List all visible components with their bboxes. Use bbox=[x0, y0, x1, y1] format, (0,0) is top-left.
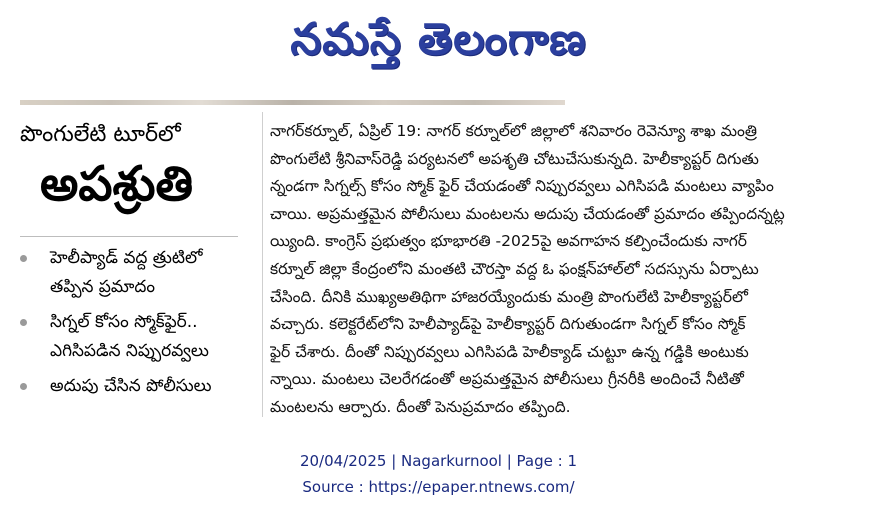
body-line: ఫైర్ చేశారు. దీంతో నిప్పురవ్వలు ఎగిసిపడి హెలీక్యాడ్ చుట్టూ ఉన్న గడ్డికి అంటుకు bbox=[270, 342, 749, 361]
headline-column bbox=[0, 112, 255, 432]
bullet-text: తప్పిన ప్రమాదం bbox=[50, 277, 155, 297]
body-line: వచ్చారు. కలెక్టరేట్‌లోని హెలీప్యాడ్‌పై హెలీక్యాప్టర్ దిగుతుండగా సిగ్నల్ కోసం స్మోక్ bbox=[270, 315, 746, 334]
bullet-dot-icon bbox=[20, 255, 27, 262]
bullet-text: హెలీప్యాడ్ వద్ద త్రుటిలో bbox=[50, 248, 203, 268]
masthead bbox=[0, 0, 877, 80]
bullet-text: సిగ్నల్ కోసం స్మోక్‌ఫైర్.. bbox=[50, 312, 198, 332]
article-headline: అపశ్రుతి bbox=[40, 156, 194, 212]
body-line: పొంగులేటి శ్రీనివాస్‌రెడ్డి పర్యటనలో అపశృతి చోటుచేసుకున్నది. హెలీక్యాప్టర్ దిగుతు bbox=[270, 149, 759, 168]
body-line: చేసింది. దీనికి ముఖ్యఅతిథిగా హాజరయ్యేందుకు మంత్రి పొంగులేటి హెలీక్యాప్టర్‌లో bbox=[270, 287, 748, 306]
bullet-dot-icon bbox=[20, 383, 27, 390]
bullet-text: ఎగిసిపడిన నిప్పురవ్వలు bbox=[50, 341, 209, 361]
photo-strip bbox=[20, 100, 565, 105]
bullet-item bbox=[20, 244, 250, 302]
body-line: కర్నూల్ జిల్లా కేంద్రంలోని మంతటి చౌరస్తా వద్ద ఓ ఫంక్షన్‌హాల్‌లో సదస్సును ఏర్పాటు bbox=[270, 259, 759, 278]
edition-info: 20/04/2025 | Nagarkurnool | Page : 1 bbox=[299, 452, 578, 470]
bullet-text: అదుపు చేసిన పోలీసులు bbox=[50, 376, 212, 396]
column-rule bbox=[262, 112, 263, 417]
body-line: చాయి. అప్రమత్తమైన పోలీసులు మంటలను అదుపు చేయడంతో ప్రమాదం తప్పిందన్నట్ల bbox=[270, 204, 785, 223]
article-kicker: పొంగులేటి టూర్‌లో bbox=[20, 122, 181, 147]
headline-divider bbox=[20, 236, 238, 237]
bullet-item bbox=[20, 372, 250, 401]
body-line: న్నండగా సిగ్నల్స్ కోసం స్మోక్ ఫైర్ చేయడంతో నిప్పురవ్వలు ఎగిసిపడి మంటలు వ్యాపిం bbox=[270, 177, 774, 196]
bullet-dot-icon bbox=[20, 319, 27, 326]
page-footer bbox=[0, 448, 877, 500]
news-clipping bbox=[0, 112, 877, 432]
body-line: నాగర్‌కర్నూల్, ఏప్రిల్ 19: నాగర్‌ కర్నూల్‌లో జిల్లాలో శనివారం రెవెన్యూ శాఖ మంత్రి bbox=[270, 122, 757, 140]
body-line: న్నాయి. మంటలు చెలరేగడంతో అప్రమత్తమైన పోలీసులు గ్రీనరీకి అందించే నీటితో bbox=[270, 370, 744, 389]
bullet-item bbox=[20, 308, 250, 366]
newspaper-logo: నమస్తే తెలంగాణ bbox=[290, 14, 587, 65]
article-body bbox=[270, 118, 870, 422]
body-line: య్యింది. కాంగ్రెస్ ప్రభుత్వం భూభారతి -2025పై అవగాహన కల్పించేందుకు నాగర్ bbox=[270, 232, 747, 251]
body-line: మంటలను ఆర్పారు. దీంతో పెనుప్రమాదం తప్పింది. bbox=[270, 397, 571, 416]
highlight-bullets bbox=[20, 244, 250, 407]
source-link[interactable]: Source : https://epaper.ntnews.com/ bbox=[302, 478, 575, 496]
